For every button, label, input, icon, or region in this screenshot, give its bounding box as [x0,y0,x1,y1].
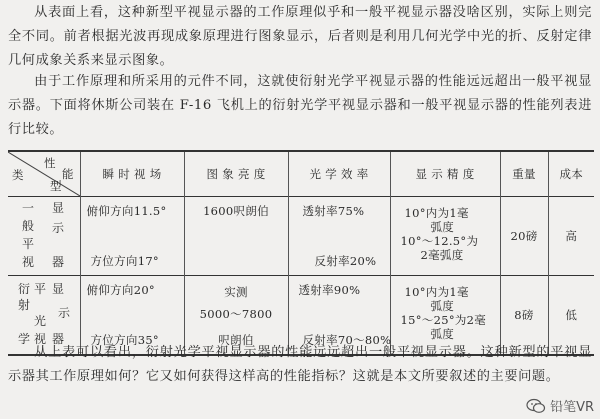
header-brightness: 图 象 亮 度 [184,151,288,197]
intro-paragraph: 从表面上看，这种新型平视显示器的工作原理似乎和一般平视显示器没啥区别，实际上则完全不同。前者根据光波再现成象原理进行图象显示，后者则是利用几何光学中光的折、反射定律几何成象关系来显示图象。 [8,5,592,68]
corner-label: 型 [50,179,62,193]
conclusion-paragraph: 从上表可以看出，衍射光学平视显示器的性能远远超出一般平视显示器。这种新型的平视显示器其工作原理如何？它又如何获得这样高的性能指标？这就是本文所要叙述的主要问题。 [8,345,592,384]
comparison-intro-paragraph: 由于工作原理和所采用的元件不同，这就使衍射光学平视显示器的性能远远超出一般平视显示器。下面将休斯公司装在 F-16 飞机上的衍射光学平视显示器和一般平视显示器的性能列表进行比较。 [8,74,592,137]
header-cost: 成本 [548,151,594,197]
precision-cell: 10°内为1毫 弧度 10°～12.5°为 2毫弧度 [390,197,500,276]
weight-cell: 8磅 [500,276,548,356]
precision-cell: 10°内为1毫 弧度 15°～25°为2毫 弧度 [390,276,500,356]
corner-label: 类 [12,168,24,182]
header-fov: 瞬 时 视 场 [80,151,184,197]
type-cell: 衍 平 显 射 光 示 学 视 器 [18,282,71,346]
watermark [526,396,594,415]
table-header-row [8,151,594,197]
performance-comparison-table [8,150,594,356]
weight-cell: 20磅 [500,197,548,276]
fov-cell: 俯仰方向11.5° 方位方向17° [80,197,184,276]
header-corner-cell [8,151,80,197]
corner-label: 性 [44,156,56,170]
efficiency-cell: 透射率90% 反射率70～80% [288,276,390,356]
type-cell: 一 显 般 示 平 视 器 [22,201,65,269]
efficiency-cell: 透射率75% 反射率20% [288,197,390,276]
cost-cell: 低 [548,276,594,356]
watermark-text: 铅笔VR [550,400,594,415]
header-weight: 重量 [500,151,548,197]
brightness-cell: 实测 5000～7800 呎朗伯 [184,276,288,356]
wechat-logo-icon [526,398,546,414]
fov-cell: 俯仰方向20° 方位方向35° [80,276,184,356]
header-efficiency: 光 学 效 率 [288,151,390,197]
header-precision: 显 示 精 度 [390,151,500,197]
brightness-cell: 1600呎朗伯 [184,197,288,276]
table-row [8,197,594,276]
cost-cell: 高 [548,197,594,276]
corner-label: 能 [62,167,74,181]
